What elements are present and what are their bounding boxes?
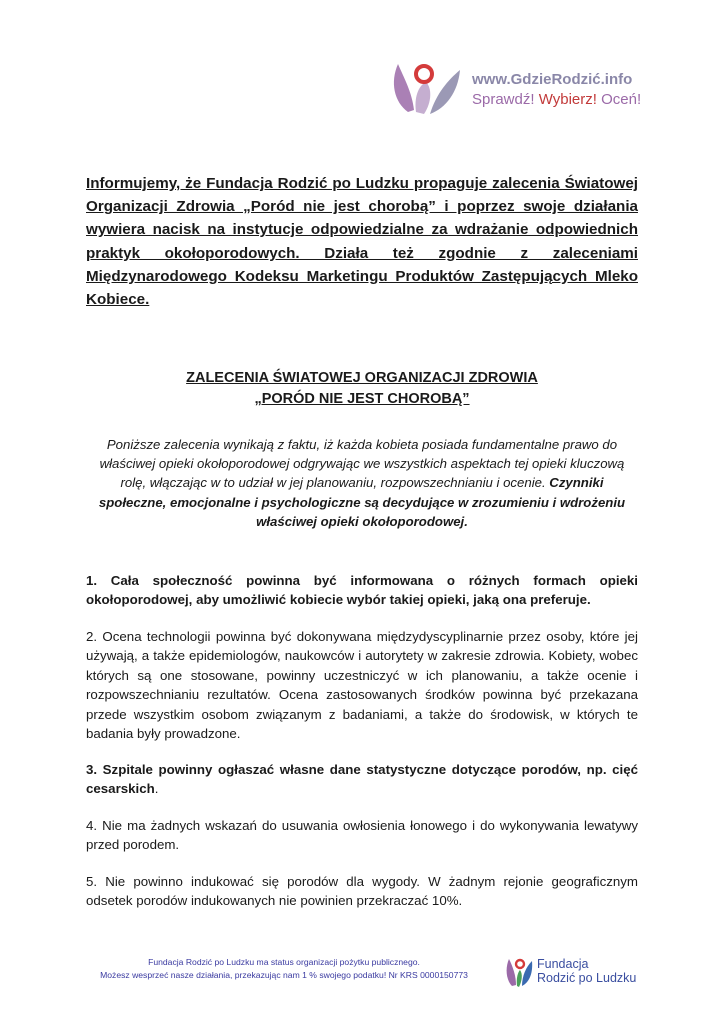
- footer-line-1: Fundacja Rodzić po Ludzku ma status organizacji pożytku publicznego.: [148, 957, 420, 967]
- recommendation-3-suffix: .: [154, 781, 159, 797]
- footer-line-2: Możesz wesprzeć nasze działania, przekazując nam 1 % swojego podatku! Nr KRS 0000150773: [100, 970, 468, 980]
- foundation-logo-icon: [504, 954, 534, 988]
- recommendation-1: 1. Cała społeczność powinna być informowana o różnych formach opieki okołoporodowej, aby umożliwić kobiecie wybór takiej opieki, jaką ona preferuje.: [86, 573, 638, 608]
- logo-url: www.GdzieRodzić.info: [472, 71, 633, 88]
- intro-paragraph: Informujemy, że Fundacja Rodzić po Ludzku propaguje zalecenia Światowej Organizacji Zdrowia „Poród nie jest chorobą” i poprzez swoje działania wywiera nacisk na instytucje odpowiedzialne za wdrażanie odpowiednich praktyk okołoporodowych. Działa też zgodnie z zaleceniami Międzynarodowego Kodeksu Marketingu Produktów Zastępujących Mleko Kobiece.: [86, 175, 638, 309]
- tagline-check: Sprawdź!: [472, 91, 535, 108]
- preamble-text: Poniższe zalecenia wynikają z faktu, iż każda kobieta posiada fundamentalne prawo do właściwej opieki okołoporodowej odgrywając we wszystkich aspektach tej opieki kluczową rolę, włączając w to udział w jej planowaniu, rozpowszechnianiu i ocenie.: [99, 437, 625, 491]
- footer-text: [84, 956, 484, 982]
- footer-logo-text: [537, 957, 636, 985]
- logo-flower-icon: [386, 52, 466, 118]
- recommendation-3-bold: 3. Szpitale powinny ogłaszać własne dane statystyczne dotyczące porodów, np. cięć cesarskich: [86, 762, 638, 797]
- recommendation-2: 2. Ocena technologii powinna być dokonywana międzydyscyplinarnie przez osoby, które jej używają, a także epidemiologów, naukowców i autorytety w zakresie zdrowia. Kobiety, wobec których są one stosowane, powinny uczestniczyć w ich planowaniu, a także ocenie i rozpowszechnianiu rezultatów. Ocena zastosowanych środków powinna być przekazana przede wszystkim osobom związanym z badaniami, a także do środowisk, w których te badania były prowadzone.: [86, 629, 638, 742]
- section-heading: [86, 368, 638, 410]
- tagline-rate: Oceń!: [601, 91, 642, 108]
- heading-line-1: ZALECENIA ŚWIATOWEJ ORGANIZACJI ZDROWIA: [186, 370, 538, 386]
- heading-line-2: „PORÓD NIE JEST CHOROBĄ”: [254, 391, 470, 407]
- preamble: [86, 435, 638, 531]
- recommendation-5: 5. Nie powinno indukować się porodów dla wygody. W żadnym rejonie geograficznym odsetek porodów indukowanych nie powinien przekraczać 10%.: [86, 874, 638, 909]
- header-logo: [386, 48, 642, 124]
- recommendation-4: 4. Nie ma żadnych wskazań do usuwania owłosienia łonowego i do wykonywania lewatywy przed porodem.: [86, 818, 638, 853]
- recommendation-3: [86, 760, 638, 799]
- footer-logo: [504, 954, 644, 990]
- footer-logo-line-2: Rodzić po Ludzku: [537, 971, 637, 985]
- logo-tagline: [472, 90, 641, 110]
- preamble-bold: Czynniki społeczne, emocjonalne i psychologiczne są decydujące w zrozumieniu i wdrożeniu właściwej opieki okołoporodowej.: [98, 475, 626, 529]
- footer-logo-line-1: Fundacja: [537, 957, 589, 971]
- tagline-choose: Wybierz!: [538, 91, 597, 108]
- header-logo-text: [472, 70, 641, 110]
